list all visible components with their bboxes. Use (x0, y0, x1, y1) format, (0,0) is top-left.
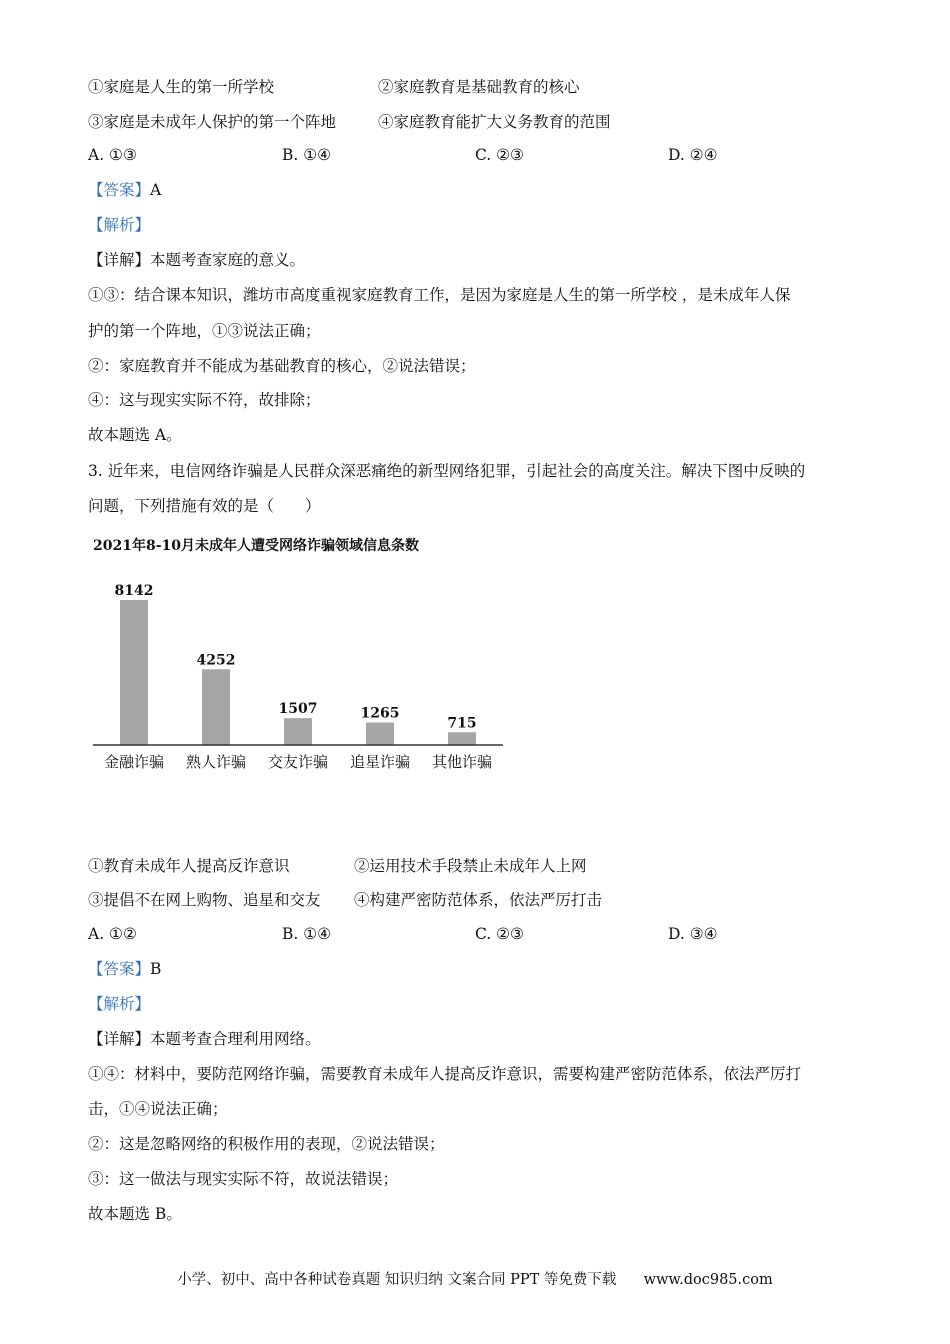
q3-option-2: ②运用技术手段禁止未成年人上网 (354, 857, 587, 875)
footer-text: 小学、初中、高中各种试卷真题 知识归纳 文案合同 PPT 等免费下载 (177, 1272, 617, 1288)
q2-analysis-label: 【解析】 (88, 216, 151, 234)
bar-4 (366, 722, 394, 745)
fraud-bar-chart (85, 530, 505, 780)
q3-choice-c: C. ②③ (475, 925, 524, 943)
q2-choice-c: C. ②③ (475, 146, 524, 164)
chart-title: 2021年8-10月未成年人遭受网络诈骗领域信息条数 (93, 538, 419, 554)
q2-choice-d: D. ②④ (668, 146, 718, 164)
q2-answer-label: 【答案】 (88, 181, 151, 199)
bar-5 (448, 732, 476, 745)
category-label-1: 金融诈骗 (103, 753, 165, 771)
q2-option-1: ①家庭是人生的第一所学校 (88, 78, 275, 96)
page-footer (0, 1268, 950, 1289)
bar-value-label-1: 8142 (114, 583, 154, 599)
q3-detail: 【详解】本题考查合理利用网络。 (88, 1030, 321, 1048)
q3-stem-line-2: 问题，下列措施有效的是（ ） (88, 497, 321, 515)
footer-url[interactable]: www.doc985.com (643, 1272, 773, 1288)
q3-choice-d: D. ③④ (668, 925, 718, 943)
q2-answer (88, 180, 161, 200)
q3-explanation-1a: ①④：材料中，要防范网络诈骗，需要教育未成年人提高反诈意识，需要构建严密防范体系，依法严厉打 (88, 1065, 802, 1083)
q2-explanation-1b: 护的第一个阵地，①③说法正确； (88, 322, 321, 340)
q3-option-1: ①教育未成年人提高反诈意识 (88, 857, 290, 875)
q3-conclusion: 故本题选 B。 (88, 1205, 182, 1223)
q2-answer-value: A (150, 181, 162, 199)
q2-explanation-3: ④：这与现实实际不符，故排除； (88, 391, 321, 409)
q3-choice-a: A. ①② (88, 925, 137, 943)
q2-choice-a: A. ①③ (88, 146, 137, 164)
q3-analysis-label: 【解析】 (88, 995, 151, 1013)
bar-1 (120, 600, 148, 745)
bar-value-label-5: 715 (447, 715, 477, 732)
q2-option-2: ②家庭教育是基础教育的核心 (378, 78, 580, 96)
bar-3 (284, 718, 312, 745)
q2-option-4: ④家庭教育能扩大义务教育的范围 (378, 113, 611, 131)
q2-option-3: ③家庭是未成年人保护的第一个阵地 (88, 113, 337, 131)
category-label-5: 其他诈骗 (431, 753, 493, 771)
q3-answer-label: 【答案】 (88, 960, 151, 978)
bar-value-label-2: 4252 (196, 652, 236, 669)
category-label-3: 交友诈骗 (267, 753, 329, 771)
q2-explanation-1a: ①③：结合课本知识，潍坊市高度重视家庭教育工作，是因为家庭是人生的第一所学校 ，是未成年人保 (88, 286, 791, 304)
q3-answer-value: B (150, 960, 162, 978)
category-label-2: 熟人诈骗 (185, 753, 247, 771)
q2-explanation-2: ②：家庭教育并不能成为基础教育的核心，②说法错误； (88, 357, 476, 375)
q3-option-3: ③提倡不在网上购物、追星和交友 (88, 891, 321, 909)
bar-value-label-4: 1265 (360, 705, 400, 722)
q3-choice-b: B. ①④ (282, 925, 332, 943)
bar-2 (202, 669, 230, 745)
q3-stem-line-1: 3. 近年来，电信网络诈骗是人民群众深恶痛绝的新型网络犯罪，引起社会的高度关注。解决下图中反映的 (88, 462, 806, 480)
category-label-4: 追星诈骗 (349, 753, 411, 771)
chart-marks (93, 583, 503, 771)
q2-conclusion: 故本题选 A。 (88, 426, 182, 444)
q3-option-4: ④构建严密防范体系，依法严厉打击 (354, 891, 603, 909)
q3-explanation-3: ③：这一做法与现实实际不符，故说法错误； (88, 1170, 399, 1188)
q2-detail: 【详解】本题考查家庭的意义。 (88, 251, 306, 269)
q3-explanation-1b: 击，①④说法正确； (88, 1100, 228, 1118)
q3-answer (88, 959, 161, 979)
q3-explanation-2: ②：这是忽略网络的积极作用的表现，②说法错误； (88, 1135, 445, 1153)
bar-value-label-3: 1507 (278, 701, 318, 718)
q2-choice-b: B. ①④ (282, 146, 332, 164)
